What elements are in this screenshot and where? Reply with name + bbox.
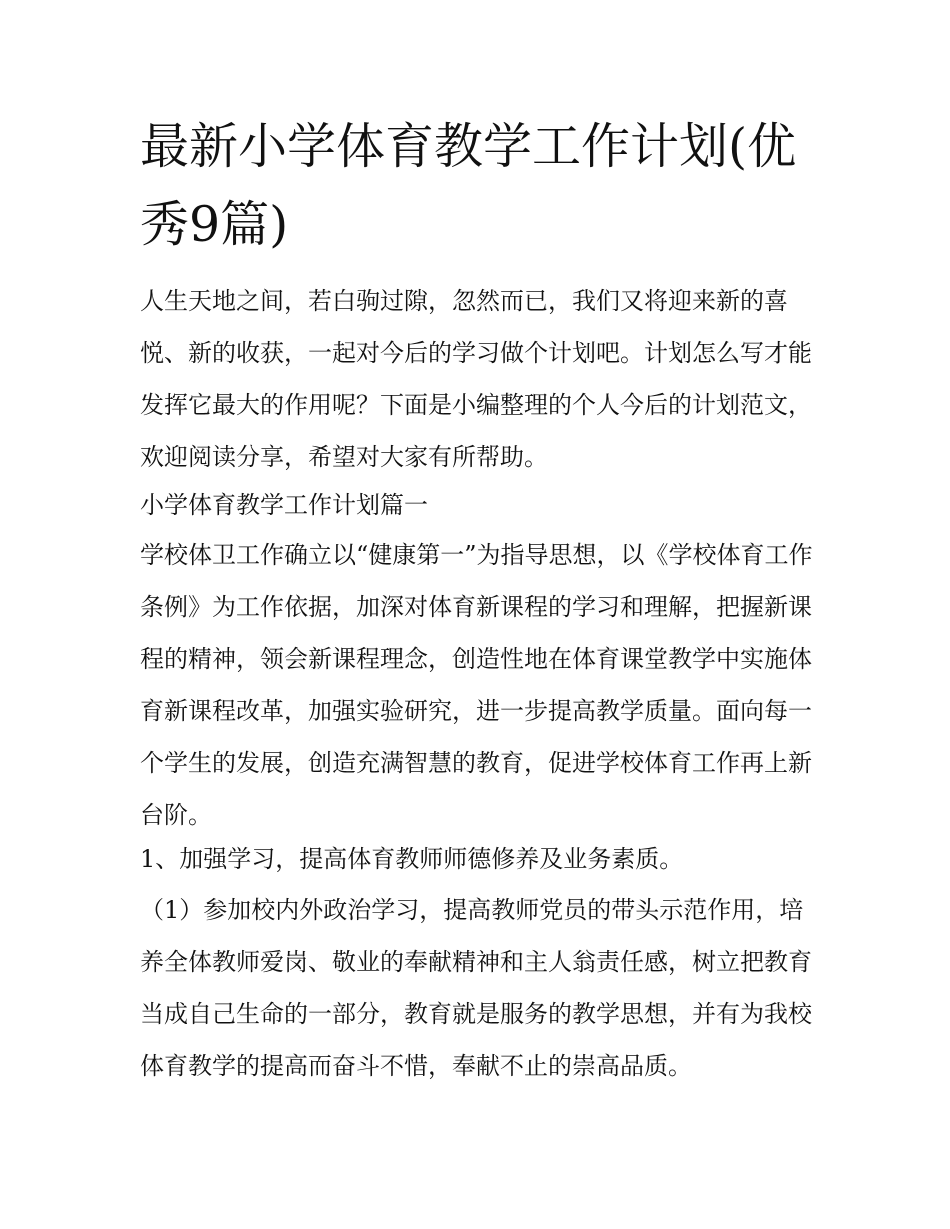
document-title: 最新小学体育教学工作计划(优秀9篇) [140, 118, 797, 253]
section-body-paragraph: 学校体卫工作确立以“健康第一”为指导思想，以《学校体育工作条例》为工作依据，加深对体育新课程的学习和理解，把握新课程的精神，领会新课程理念，创造性地在体育课堂教学中实施体育新课程改革，加强实验研究，进一步提高教学质量。面向每一个学生的发展，创造充满智慧的教育，促进学校体育工作再上新台阶。 [140, 541, 813, 829]
intro-paragraph: 人生天地之间，若白驹过隙，忽然而已，我们又将迎来新的喜悦、新的收获，一起对今后的学习做个计划吧。计划怎么写才能发挥它最大的作用呢？下面是小编整理的个人今后的计划范文，欢迎阅读分享，希望对大家有所帮助。 [140, 287, 812, 471]
list-item-1: 1、加强学习，提高体育教师师德修养及业务素质。 [140, 845, 684, 873]
sub-item-1: （1）参加校内外政治学习，提高教师党员的带头示范作用，培养全体教师爱岗、敬业的奉献精神和主人翁责任感，树立把教育当成自己生命的一部分，教育就是服务的教学思想，并有为我校体育教学的提高而奋斗不惜，奉献不止的崇高品质。 [140, 896, 812, 1080]
section-heading: 小学体育教学工作计划篇一 [140, 491, 428, 519]
